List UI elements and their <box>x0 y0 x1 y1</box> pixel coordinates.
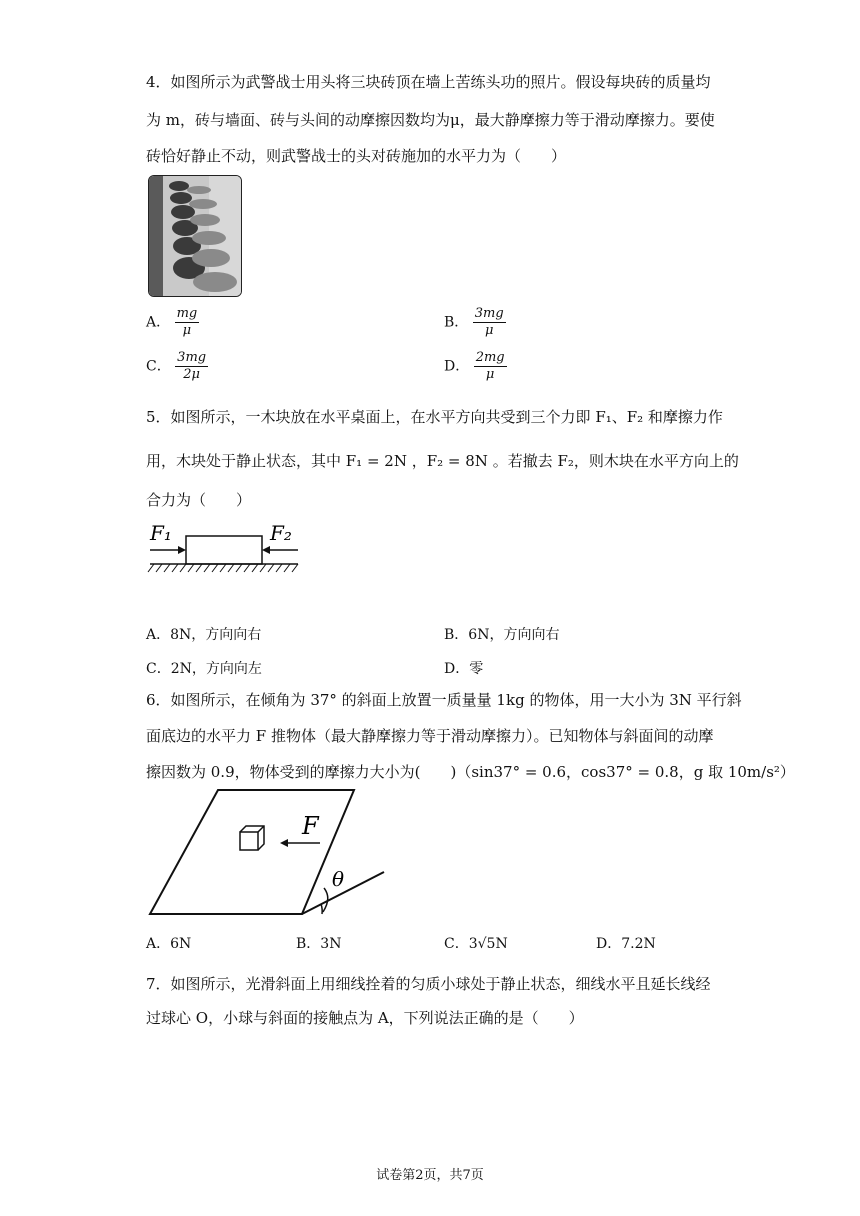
fraction: $\frac{mg}{\mu}$ <box>176 306 198 338</box>
q4-line-2: 为 m，砖与墙面、砖与头间的动摩擦因数均为μ，最大静摩擦力等于滑动摩擦力。要使 <box>146 111 715 129</box>
q6-option-b[interactable]: B．3N <box>296 936 342 952</box>
q5-option-b[interactable]: B．6N，方向向右 <box>444 627 560 643</box>
q4-option-d[interactable]: D． $\frac{2mg}{\mu}$ <box>444 350 505 382</box>
q6-line-3: 擦因数为 0.9，物体受到的摩擦力大小为( )（sin37° = 0.6，cos37° = 0.8，g 取 10m/s²） <box>146 763 795 781</box>
q7-line-2: 过球心 O，小球与斜面的接触点为 A，下列说法正确的是（ ） <box>146 1009 584 1027</box>
q5-line-1: 5．如图所示，一木块放在水平桌面上，在水平方向共受到三个力即 F₁、F₂ 和摩擦力作 <box>146 408 723 426</box>
q6-line-2: 面底边的水平力 F 推物体（最大静摩擦力等于滑动摩擦力）。已知物体与斜面间的动摩 <box>146 727 714 745</box>
q6-line-1: 6．如图所示，在倾角为 37° 的斜面上放置一质量量 1kg 的物体，用一大小为 3N 平行斜 <box>146 691 742 709</box>
q4-option-c[interactable]: C． $\frac{3mg}{2\mu}$ <box>146 350 207 382</box>
brick-headbutt-photo <box>148 175 242 297</box>
f1-label: F₁ <box>150 521 172 545</box>
q4-line-1: 4．如图所示为武警战士用头将三块砖顶在墙上苦练头功的照片。假设每块砖的质量均 <box>146 73 711 91</box>
q4-line-3: 砖恰好静止不动，则武警战士的头对砖施加的水平力为（ ） <box>146 147 567 165</box>
q7-line-1: 7．如图所示，光滑斜面上用细线拴着的匀质小球处于静止状态，细线水平且延长线经 <box>146 975 711 993</box>
q6-option-a[interactable]: A．6N <box>146 936 192 952</box>
q5-option-a[interactable]: A．8N，方向向右 <box>146 627 262 643</box>
f2-label: F₂ <box>270 521 292 545</box>
q5-line-2: 用，木块处于静止状态，其中 F₁ = 2N ，F₂ = 8N 。若撤去 F₂，则木块在水平方向上的 <box>146 452 739 470</box>
angle-label: θ <box>332 867 345 891</box>
incline-figure <box>146 786 390 918</box>
q6-option-c[interactable]: C．3√5N <box>444 936 508 952</box>
fraction: $\frac{3mg}{2\mu}$ <box>177 350 207 382</box>
fraction: $\frac{2mg}{\mu}$ <box>475 350 505 382</box>
force-label: F <box>302 812 319 840</box>
q6-option-d[interactable]: D．7.2N <box>596 936 656 952</box>
block-forces-figure <box>146 520 302 582</box>
fraction: $\frac{3mg}{\mu}$ <box>474 306 504 338</box>
q4-option-b[interactable]: B． $\frac{3mg}{\mu}$ <box>444 306 504 338</box>
q5-option-c[interactable]: C．2N，方向向左 <box>146 661 262 677</box>
page-footer: 试卷第2页，共7页 <box>376 1168 484 1183</box>
q5-option-d[interactable]: D．零 <box>444 661 484 677</box>
q4-option-a[interactable]: A． $\frac{mg}{\mu}$ <box>146 306 198 338</box>
q5-line-3: 合力为（ ） <box>146 491 252 509</box>
